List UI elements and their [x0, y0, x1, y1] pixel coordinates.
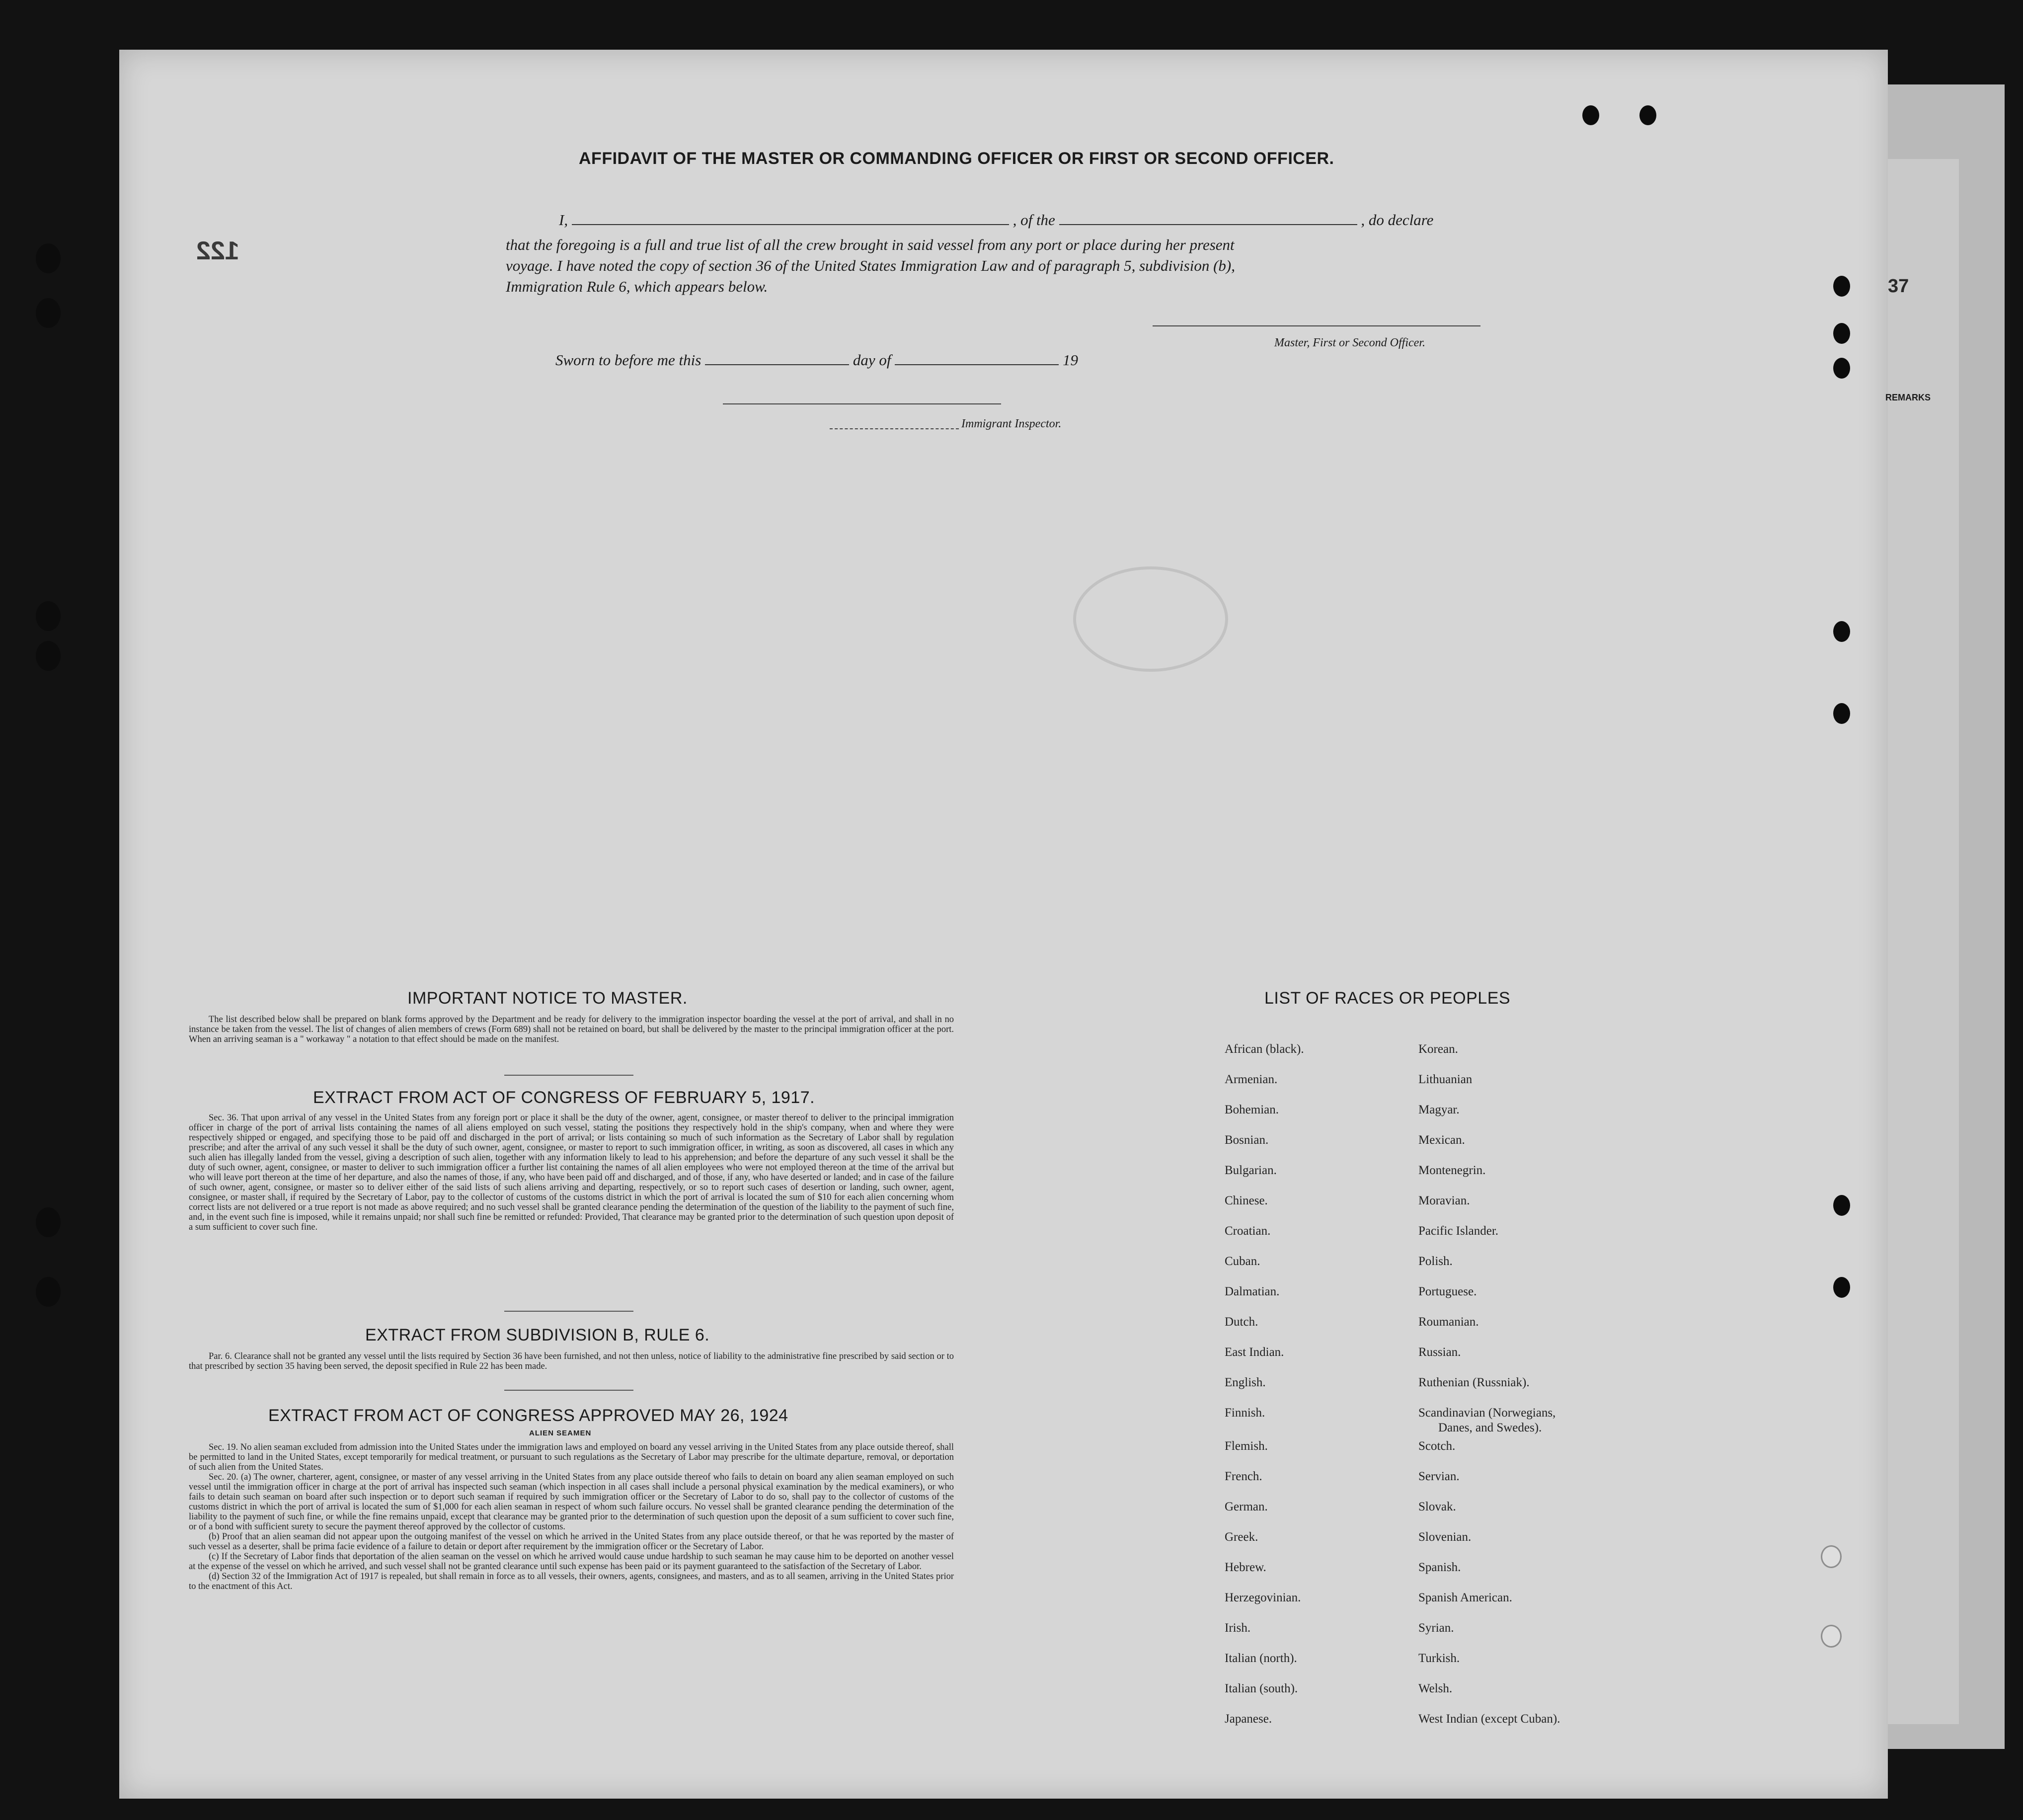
extract-1924-subtitle: ALIEN SEAMEN: [529, 1429, 592, 1437]
vessel-name-field[interactable]: [1059, 211, 1357, 225]
race-item: West Indian (except Cuban).: [1418, 1712, 1560, 1726]
race-item: Italian (north).: [1225, 1652, 1297, 1665]
race-item: Slovenian.: [1418, 1530, 1472, 1544]
sworn-month-field[interactable]: [895, 351, 1059, 365]
officer-signature-label: Master, First or Second Officer.: [1274, 336, 1425, 349]
race-item: Flemish.: [1225, 1439, 1268, 1453]
race-item: Spanish American.: [1418, 1591, 1512, 1604]
extract-1917-body: [189, 1113, 954, 1232]
race-item: East Indian.: [1225, 1345, 1284, 1359]
section-20d-paragraph: (d) Section 32 of the Immigration Act of 1917 is repealed, but shall remain in force as to all vessels, their owners, agents, consignees, and masters, and as to all seamen, arriving in the United States prior to the enactment of this Act.: [189, 1572, 954, 1591]
punch-hole-icon: [1821, 1625, 1842, 1648]
affidavit-title: AFFIDAVIT OF THE MASTER OR COMMANDING OFFICER OR FIRST OR SECOND OFFICER.: [579, 149, 1334, 168]
extract-rule6-title: EXTRACT FROM SUBDIVISION B, RULE 6.: [365, 1326, 710, 1345]
punch-hole-icon: [1582, 105, 1599, 125]
race-item: Magyar.: [1418, 1103, 1460, 1116]
race-item: Polish.: [1418, 1255, 1453, 1268]
punch-hole-icon: [1833, 1277, 1850, 1298]
extract-rule6-body: [189, 1351, 954, 1371]
race-item: Russian.: [1418, 1345, 1461, 1359]
race-item: Montenegrin.: [1418, 1164, 1486, 1177]
punch-hole-icon: [1821, 1545, 1842, 1568]
extract-1924-title: EXTRACT FROM ACT OF CONGRESS APPROVED MAY 26, 1924: [268, 1406, 788, 1425]
race-item: African (black).: [1225, 1042, 1304, 1056]
race-item: English.: [1225, 1376, 1266, 1389]
section-20b-paragraph: (b) Proof that an alien seaman did not appear upon the outgoing manifest of the vessel on which he arrived in the United States from any place outside thereof, or that he was reported by the master of such vessel as a deserter, shall be prima facie evidence of a failure to detain or deport after requirement by the immigration officer or the Secretary of Labor.: [189, 1532, 954, 1552]
race-item: Portuguese.: [1418, 1285, 1477, 1298]
race-item: Dalmatian.: [1225, 1285, 1280, 1298]
remarks-column-label: REMARKS: [1885, 393, 1931, 402]
notice-title: IMPORTANT NOTICE TO MASTER.: [407, 989, 688, 1008]
of-the-text: , of the: [1012, 211, 1055, 229]
binder-hole-icon: [36, 1277, 61, 1307]
sworn-text: Sworn to before me this: [555, 351, 701, 369]
page-number: 37: [1888, 276, 1909, 297]
sworn-day-field[interactable]: [705, 351, 849, 365]
race-item: Hebrew.: [1225, 1561, 1266, 1574]
binder-hole-icon: [36, 641, 61, 671]
race-item: Syrian.: [1418, 1621, 1454, 1635]
race-item: Mexican.: [1418, 1133, 1465, 1147]
affidavit-line-2: that the foregoing is a full and true list of all the crew brought in said vessel from any port or place during her present: [506, 236, 1235, 253]
race-item: Armenian.: [1225, 1073, 1278, 1086]
race-item: Scotch.: [1418, 1439, 1456, 1453]
race-item: Chinese.: [1225, 1194, 1268, 1207]
race-item: Slovak.: [1418, 1500, 1456, 1513]
race-item: Dutch.: [1225, 1315, 1258, 1329]
sworn-line: [555, 351, 1078, 369]
race-item: Welsh.: [1418, 1682, 1453, 1695]
race-item: Finnish.: [1225, 1406, 1265, 1420]
binder-hole-icon: [36, 1207, 61, 1237]
punch-hole-icon: [1833, 1195, 1850, 1216]
race-item: Bosnian.: [1225, 1133, 1269, 1147]
notice-paragraph: The list described below shall be prepared on blank forms approved by the Department and be ready for delivery to the immigration inspector boarding the vessel at the port of arrival, and shall in no instance be taken from the vessel. The list of changes of alien members of crews (Form 689) shall not be retained on board, but shall be delivered by the master to the principal immigration officer at the port. When an arriving seaman is a " workaway " a notation to that effect should be made on the manifest.: [189, 1015, 954, 1044]
punch-hole-icon: [1833, 621, 1850, 642]
section-divider: [504, 1390, 633, 1391]
declarant-prefix: I,: [559, 211, 568, 229]
race-item: Japanese.: [1225, 1712, 1272, 1726]
declare-text: , do declare: [1361, 211, 1434, 229]
notice-body: [189, 1015, 954, 1044]
inspector-signature-line-2: [830, 428, 959, 429]
section-20c-paragraph: (c) If the Secretary of Labor finds that deportation of the alien seaman on the vessel on which he arrived would cause undue hardship to such seaman he may cause him to be deported on another vessel at the expense of the vessel on which he arrived, and such vessel shall not be granted clearance until such expense has been paid or its payment guaranteed to the satisfaction of the Secretary of Labor.: [189, 1552, 954, 1572]
race-item: German.: [1225, 1500, 1268, 1513]
reversed-number: 122: [196, 237, 239, 265]
race-item: Cuban.: [1225, 1255, 1260, 1268]
officer-signature-line: [1153, 325, 1480, 326]
race-item: Ruthenian (Russniak).: [1418, 1376, 1530, 1389]
race-item: Bulgarian.: [1225, 1164, 1277, 1177]
inspector-signature-line: [723, 403, 1001, 404]
punch-hole-icon: [1833, 323, 1850, 344]
punch-hole-icon: [1639, 105, 1656, 125]
year-prefix: 19: [1062, 351, 1078, 369]
rule-6-paragraph: Par. 6. Clearance shall not be granted any vessel until the lists required by Section 36 have been furnished, and not then unless, notice of liability to the administrative fine prescribed by said section or to that prescribed by section 35 having been served, the deposit specified in Rule 22 has been made.: [189, 1351, 954, 1371]
binder-hole-icon: [36, 298, 61, 328]
race-item: Herzegovinian.: [1225, 1591, 1301, 1604]
inspector-label: Immigrant Inspector.: [961, 417, 1062, 430]
race-item: Irish.: [1225, 1621, 1251, 1635]
section-divider: [504, 1311, 633, 1312]
race-item: Roumanian.: [1418, 1315, 1479, 1329]
race-item: Servian.: [1418, 1470, 1460, 1483]
race-item: Moravian.: [1418, 1194, 1470, 1207]
races-title: LIST OF RACES OR PEOPLES: [1264, 989, 1511, 1008]
race-item: Greek.: [1225, 1530, 1258, 1544]
punch-hole-icon: [1833, 358, 1850, 379]
race-item: Turkish.: [1418, 1652, 1460, 1665]
race-item: Danes, and Swedes).: [1438, 1421, 1542, 1434]
race-item: French.: [1225, 1470, 1262, 1483]
section-19-paragraph: Sec. 19. No alien seaman excluded from admission into the United States under the immigration laws and employed on board any vessel arriving in the United States from any place outside thereof, shall be permitted to land in the United States, except temporarily for medical treatment, or pursuant to such regulations as the Secretary of Labor may prescribe for the ultimate departure, removal, or deportation of such alien from the United States.: [189, 1442, 954, 1472]
faded-stamp: [1073, 566, 1228, 672]
binder-hole-icon: [36, 601, 61, 631]
extract-1924-body: [189, 1442, 954, 1591]
punch-hole-icon: [1833, 276, 1850, 297]
race-item: Korean.: [1418, 1042, 1458, 1056]
section-36-paragraph: Sec. 36. That upon arrival of any vessel in the United States from any foreign port or place it shall be the duty of the owner, agent, consignee, or master thereof to deliver to the principal immigration officer in charge of the port of arrival lists containing the names of all aliens employed on such vessel, stating the positions they respectively hold in the ship's company, when and where they were respectively shipped or engaged, and specifying those to be paid off and discharged in the port of arrival; or lists containing so much of such information as the Secretary of Labor shall by regulation prescribe; and after the arrival of any such vessel it shall be the duty of such owner, agent, consignee, or master to report to such immigration officer, in writing, as soon as discovered, all cases in which any such alien has illegally landed from the vessel, giving a description of such alien, together with any information likely to lead to his apprehension; and before the departure of any such vessel it shall be the duty of such owner, agent, consignee, or master to deliver to such immigration officer a further list containing the names of all alien employees who were not employed thereon at the time of the arrival but who will leave port thereon at the time of her departure, and also the names of those, if any, who have been paid off and discharged, and of those, if any, who have deserted or landed; and in case of the failure of such owner, agent, consignee, or master so to deliver either of the said lists of such aliens arriving and departing, respectively, or so to report such cases of desertion or landing, such owner, agent, consignee, or master shall, if required by the Secretary of Labor, pay to the collector of customs of the customs district in which the port of arrival is located the sum of $10 for each alien concerning whom correct lists are not delivered or a true report is not made as above required; and no such vessel shall be granted clearance pending the determination of the question of the liability to the payment of such fine, and, in the event such fine is imposed, while it remains unpaid; nor shall such fine be remitted or refunded: Provided, That clearance may be granted prior to the determination of such question upon deposit of a sum sufficient to cover such fine.: [189, 1113, 954, 1232]
race-item: Lithuanian: [1418, 1073, 1473, 1086]
section-divider: [504, 1075, 633, 1076]
race-item: Pacific Islander.: [1418, 1224, 1499, 1238]
binder-hole-icon: [36, 243, 61, 273]
declarant-name-field[interactable]: [572, 211, 1009, 225]
affidavit-line-1: [559, 211, 1433, 229]
race-item: Scandinavian (Norwegians,: [1418, 1406, 1556, 1420]
section-20a-paragraph: Sec. 20. (a) The owner, charterer, agent, consignee, or master of any vessel arriving in the United States from any place outside thereof who fails to detain on board any alien seaman employed on such vessel until the immigration officer in charge at the port of arrival has inspected such seaman (which inspection in all cases shall include a personal physical examination by the medical examiners), or who fails to detain such seaman on board after such inspection or to deport such seaman if required by such immigration officer or the Secretary of Labor to do so, shall pay to the collector of customs of the customs district in which the port of arrival is located the sum of $1,000 for each alien seaman in respect of whom such failure occurs. No vessel shall be granted clearance pending the determination of the liability to the payment of such fine, or while the fine remains unpaid, except that clearance may be granted prior to the determination of such question upon the deposit of a sum sufficient to cover such fine, or of a bond with sufficient surety to secure the payment thereof approved by the collector of customs.: [189, 1472, 954, 1532]
race-item: Croatian.: [1225, 1224, 1271, 1238]
race-item: Bohemian.: [1225, 1103, 1279, 1116]
extract-1917-title: EXTRACT FROM ACT OF CONGRESS OF FEBRUARY 5, 1917.: [313, 1088, 815, 1107]
day-of-text: day of: [853, 351, 891, 369]
race-item: Spanish.: [1418, 1561, 1461, 1574]
race-item: Italian (south).: [1225, 1682, 1298, 1695]
punch-hole-icon: [1833, 703, 1850, 724]
affidavit-line-4: Immigration Rule 6, which appears below.: [506, 278, 768, 295]
affidavit-line-3: voyage. I have noted the copy of section 36 of the United States Immigration Law and of paragraph 5, subdivision (b),: [506, 257, 1235, 274]
